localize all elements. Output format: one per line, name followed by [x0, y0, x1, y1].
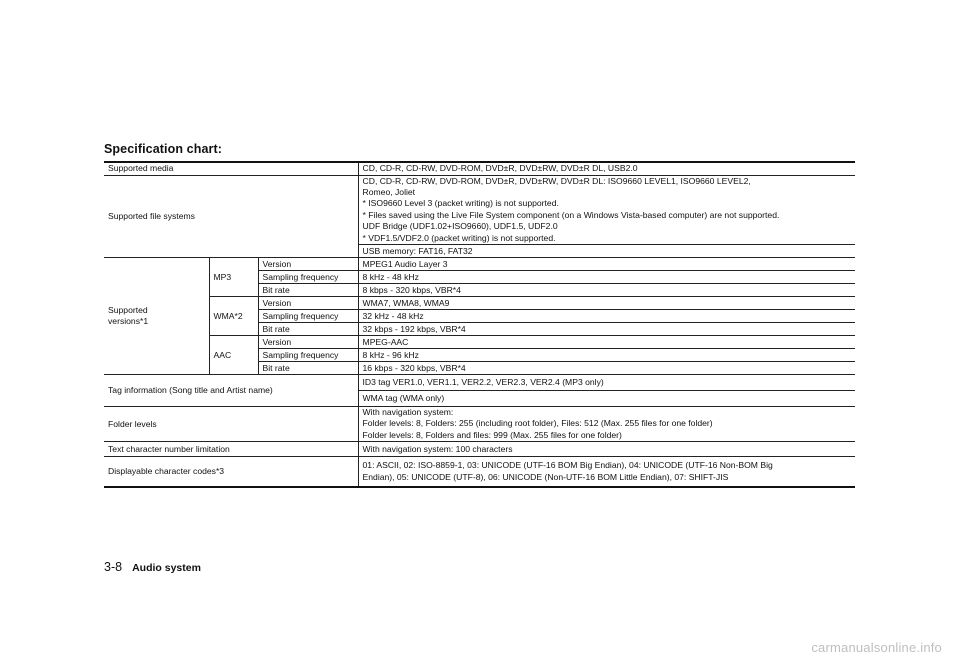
aac-bitrate-value: 16 kbps - 320 kbps, VBR*4: [358, 361, 855, 374]
row-folder-levels: [104, 406, 855, 441]
char-codes-label: Displayable character codes*3: [104, 457, 358, 487]
section-title: Audio system: [132, 562, 201, 574]
text-limit-label: Text character number limitation: [104, 442, 358, 457]
file-systems-label: Supported file systems: [104, 175, 358, 257]
file-systems-line: * VDF1.5/VDF2.0 (packet writing) is not supported.: [362, 232, 556, 243]
aac-version-label: Version: [258, 335, 358, 348]
folder-levels-line: Folder levels: 8, Folders: 255 (including root folder), Files: 512 (Max. 255 files for one folder): [362, 418, 713, 429]
row-aac-version: [104, 335, 855, 348]
mp3-bitrate-value: 8 kbps - 320 kbps, VBR*4: [358, 283, 855, 296]
wma-frequency-value: 32 kHz - 48 kHz: [358, 309, 855, 322]
mp3-version-label: Version: [258, 257, 358, 270]
row-supported-media: [104, 162, 855, 175]
row-mp3-version: [104, 257, 855, 270]
wma-frequency-label: Sampling frequency: [258, 309, 358, 322]
tag-id3-value: ID3 tag VER1.0, VER1.1, VER2.2, VER2.3, VER2.4 (MP3 only): [358, 374, 855, 390]
wma-bitrate-value: 32 kbps - 192 kbps, VBR*4: [358, 322, 855, 335]
row-wma-version: [104, 296, 855, 309]
file-systems-line: CD, CD-R, CD-RW, DVD-ROM, DVD±R, DVD±RW, DVD±R DL: ISO9660 LEVEL1, ISO9660 LEVEL2,: [362, 175, 751, 186]
row-tag-id3: [104, 374, 855, 390]
aac-version-value: MPEG-AAC: [358, 335, 855, 348]
aac-frequency-value: 8 kHz - 96 kHz: [358, 348, 855, 361]
wma-label: WMA*2: [209, 296, 258, 335]
supported-media-value: CD, CD-R, CD-RW, DVD-ROM, DVD±R, DVD±RW, DVD±R DL, USB2.0: [358, 162, 855, 175]
page-footer: [104, 560, 201, 574]
wma-version-value: WMA7, WMA8, WMA9: [358, 296, 855, 309]
mp3-frequency-label: Sampling frequency: [258, 270, 358, 283]
row-file-systems: [104, 175, 855, 244]
file-systems-line: * Files saved using the Live File System component (on a Windows Vista-based computer) are not supported.: [362, 209, 780, 220]
folder-levels-line: With navigation system:: [362, 406, 454, 417]
page-number: 3-8: [104, 560, 123, 574]
mp3-label: MP3: [209, 257, 258, 296]
file-systems-value: [358, 175, 855, 244]
supported-media-label: Supported media: [104, 162, 358, 175]
wma-bitrate-label: Bit rate: [258, 322, 358, 335]
mp3-frequency-value: 8 kHz - 48 kHz: [358, 270, 855, 283]
tag-info-label: Tag information (Song title and Artist name): [104, 374, 358, 406]
file-systems-line: UDF Bridge (UDF1.02+ISO9660), UDF1.5, UDF2.0: [362, 221, 558, 232]
file-systems-line: Romeo, Joliet: [362, 186, 416, 197]
char-codes-value: [358, 457, 855, 487]
text-limit-value: With navigation system: 100 characters: [358, 442, 855, 457]
mp3-bitrate-label: Bit rate: [258, 283, 358, 296]
watermark: carmanualsonline.info: [811, 640, 942, 655]
supported-versions-label: Supported versions*1: [104, 257, 209, 374]
row-text-limit: [104, 442, 855, 457]
folder-levels-line: Folder levels: 8, Folders and files: 999 (Max. 255 files for one folder): [362, 429, 622, 440]
aac-frequency-label: Sampling frequency: [258, 348, 358, 361]
tag-wma-value: WMA tag (WMA only): [358, 390, 855, 406]
aac-label: AAC: [209, 335, 258, 374]
char-codes-line: 01: ASCII, 02: ISO-8859-1, 03: UNICODE (UTF-16 BOM Big Endian), 04: UNICODE (UTF-16 Non-BOM Big: [362, 460, 773, 471]
row-char-codes: [104, 457, 855, 487]
mp3-version-value: MPEG1 Audio Layer 3: [358, 257, 855, 270]
folder-levels-label: Folder levels: [104, 406, 358, 441]
folder-levels-value: [358, 406, 855, 441]
usb-memory-value: USB memory: FAT16, FAT32: [358, 244, 855, 257]
file-systems-line: * ISO9660 Level 3 (packet writing) is not supported.: [362, 198, 559, 209]
chart-heading: Specification chart:: [104, 142, 222, 156]
specification-table: [104, 161, 855, 488]
char-codes-line: Endian), 05: UNICODE (UTF-8), 06: UNICODE (Non-UTF-16 BOM Little Endian), 07: SHIFT-JIS: [362, 471, 729, 482]
aac-bitrate-label: Bit rate: [258, 361, 358, 374]
wma-version-label: Version: [258, 296, 358, 309]
